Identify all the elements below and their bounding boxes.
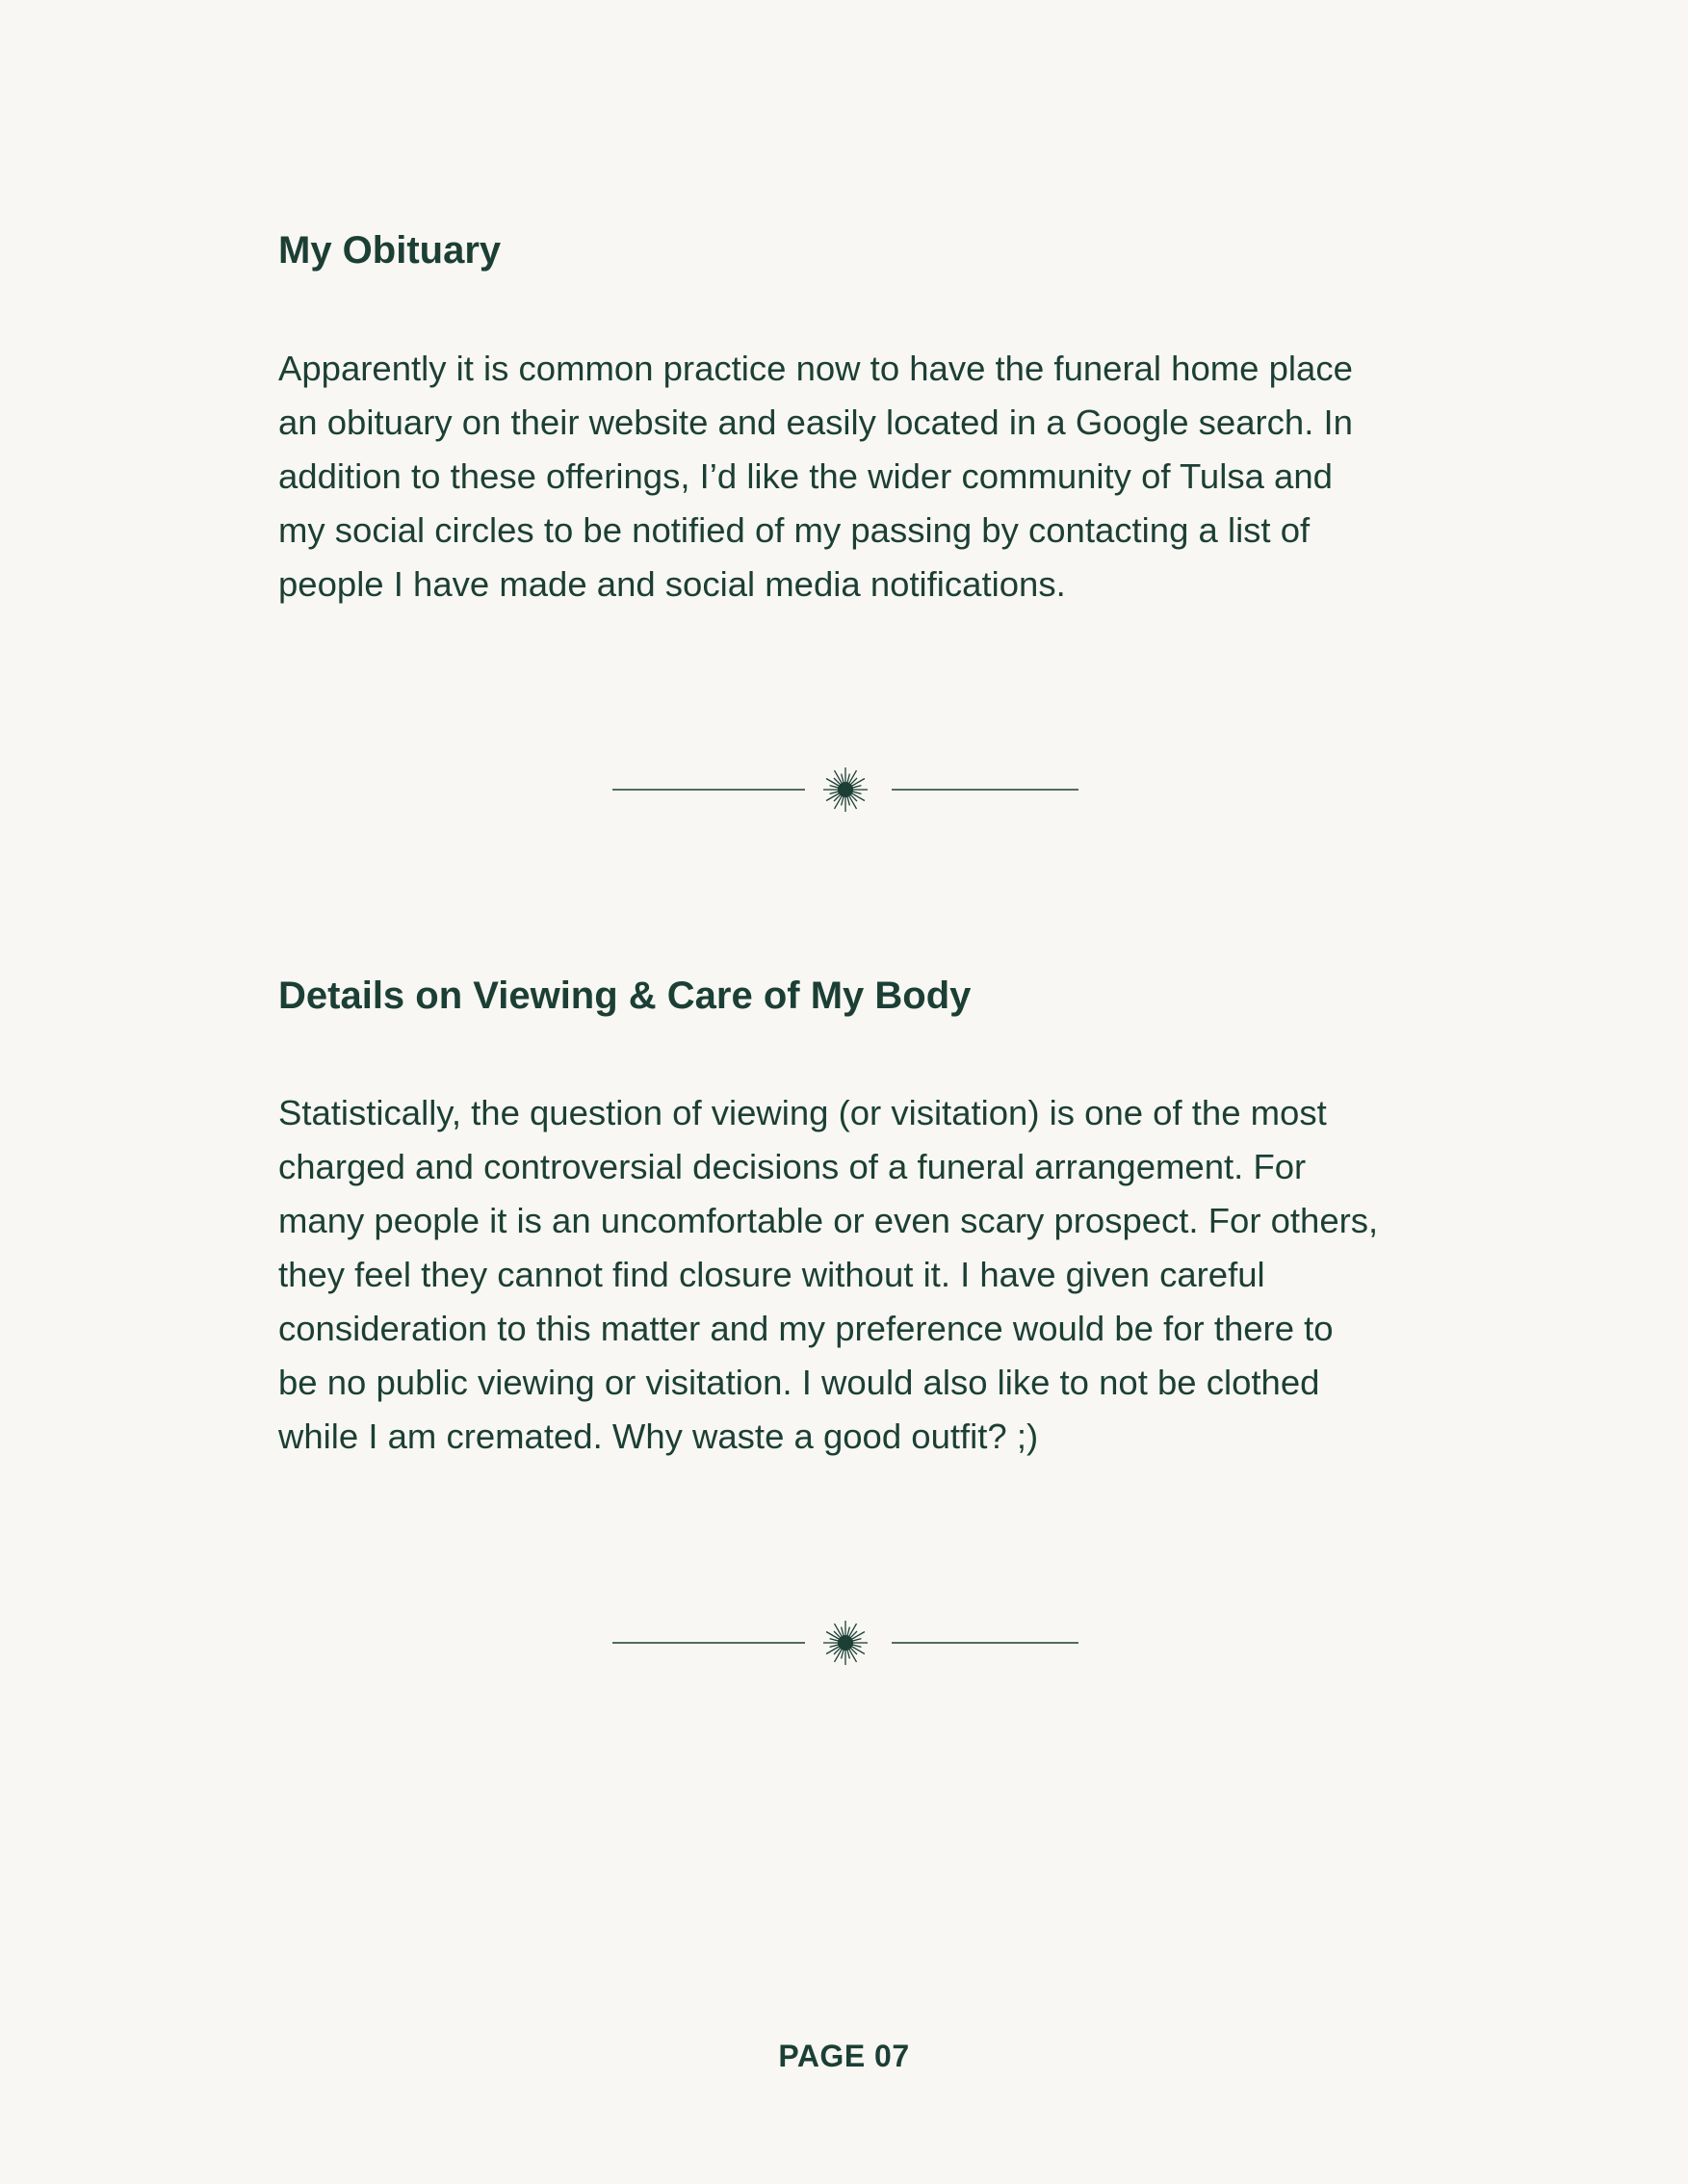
body-line: many people it is an uncomfortable or even scary prospect. For others, xyxy=(278,1201,1379,1240)
section-heading-obituary: My Obituary xyxy=(278,229,502,272)
body-line: they feel they cannot find closure without it. I have given careful xyxy=(278,1255,1265,1294)
section-heading-viewing: Details on Viewing & Care of My Body xyxy=(278,975,972,1017)
page-number: PAGE 07 xyxy=(778,2039,910,2073)
divider-graphic xyxy=(612,1614,1078,1672)
body-line: consideration to this matter and my preference would be for there to xyxy=(278,1309,1334,1348)
section-body-viewing xyxy=(278,1086,1443,1464)
sunburst-center xyxy=(838,1635,853,1651)
section-body-obituary xyxy=(278,342,1443,611)
body-line: addition to these offerings, I’d like the wider community of Tulsa and xyxy=(278,456,1333,496)
body-line: my social circles to be notified of my passing by contacting a list of xyxy=(278,510,1311,550)
body-line: Apparently it is common practice now to have the funeral home place xyxy=(278,349,1353,388)
section-divider xyxy=(612,761,1078,819)
body-line: charged and controversial decisions of a funeral arrangement. For xyxy=(278,1147,1307,1186)
body-line: while I am cremated. Why waste a good outfit? ;) xyxy=(278,1417,1039,1456)
sunburst-icon xyxy=(823,767,868,812)
section-divider xyxy=(612,1614,1078,1672)
body-line: Statistically, the question of viewing (or visitation) is one of the most xyxy=(278,1093,1327,1132)
divider-graphic xyxy=(612,761,1078,819)
body-line: people I have made and social media notifications. xyxy=(278,564,1066,604)
sunburst-center xyxy=(838,782,853,797)
body-line: an obituary on their website and easily located in a Google search. In xyxy=(278,403,1353,442)
sunburst-icon xyxy=(823,1621,868,1665)
body-line: be no public viewing or visitation. I would also like to not be clothed xyxy=(278,1363,1320,1402)
